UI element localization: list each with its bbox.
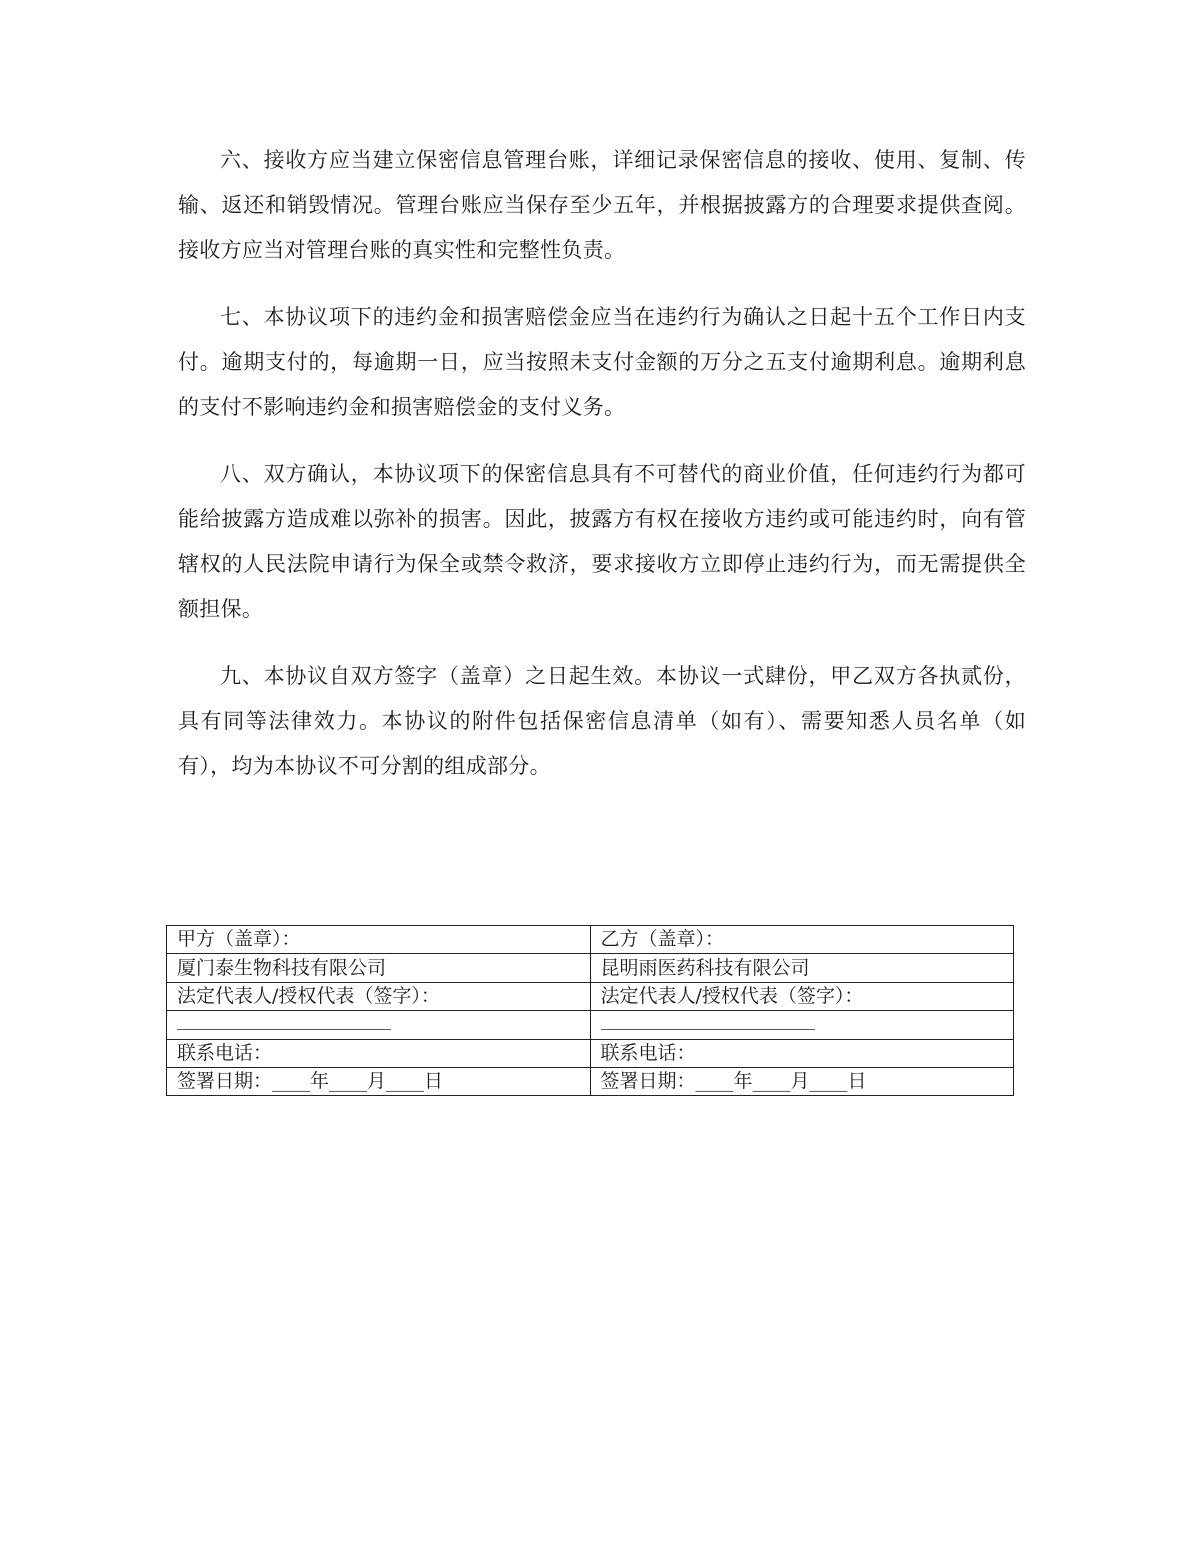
table-row (167, 982, 1014, 1010)
table-row (167, 954, 1014, 982)
clause-8: 八、双方确认，本协议项下的保密信息具有不可替代的商业价值，任何违约行为都可能给披露方造成难以弥补的损害。因此，披露方有权在接收方违约或可能违约时，向有管辖权的人民法院申请行为保全或禁令救济，要求接收方立即停止违约行为，而无需提供全额担保。 (178, 462, 1026, 621)
party-a-company: 厦门泰生物科技有限公司 (167, 954, 591, 982)
party-b-phone-label: 联系电话： (590, 1039, 1014, 1067)
signature-table (166, 925, 1014, 1096)
table-row (167, 1039, 1014, 1067)
table-row (167, 926, 1014, 954)
party-b-seal-label: 乙方（盖章）： (590, 926, 1014, 954)
party-a-phone-label: 联系电话： (167, 1039, 591, 1067)
party-a-signature-cell (167, 1011, 591, 1039)
party-b-date-label: 签署日期：____年____月____日 (590, 1067, 1014, 1095)
table-row (167, 1011, 1014, 1039)
table-row (167, 1067, 1014, 1095)
party-a-signature-line (177, 1013, 391, 1030)
party-a-rep-label: 法定代表人/授权代表（签字）： (167, 982, 591, 1010)
party-b-signature-cell (590, 1011, 1014, 1039)
party-b-rep-label: 法定代表人/授权代表（签字）： (590, 982, 1014, 1010)
clause-9: 九、本协议自双方签字（盖章）之日起生效。本协议一式肆份，甲乙双方各执贰份，具有同等法律效力。本协议的附件包括保密信息清单（如有）、需要知悉人员名单（如有），均为本协议不可分割的组成部分。 (178, 664, 1026, 778)
party-b-company: 昆明雨医药科技有限公司 (590, 954, 1014, 982)
clause-7: 七、本协议项下的违约金和损害赔偿金应当在违约行为确认之日起十五个工作日内支付。逾期支付的，每逾期一日，应当按照未支付金额的万分之五支付逾期利息。逾期利息的支付不影响违约金和损害赔偿金的支付义务。 (178, 305, 1026, 419)
clause-list (178, 138, 1026, 811)
party-b-signature-line (601, 1013, 815, 1030)
party-a-seal-label: 甲方（盖章）： (167, 926, 591, 954)
clause-6: 六、接收方应当建立保密信息管理台账，详细记录保密信息的接收、使用、复制、传输、返还和销毁情况。管理台账应当保存至少五年，并根据披露方的合理要求提供查阅。接收方应当对管理台账的真实性和完整性负责。 (178, 148, 1026, 262)
party-a-date-label: 签署日期：____年____月____日 (167, 1067, 591, 1095)
